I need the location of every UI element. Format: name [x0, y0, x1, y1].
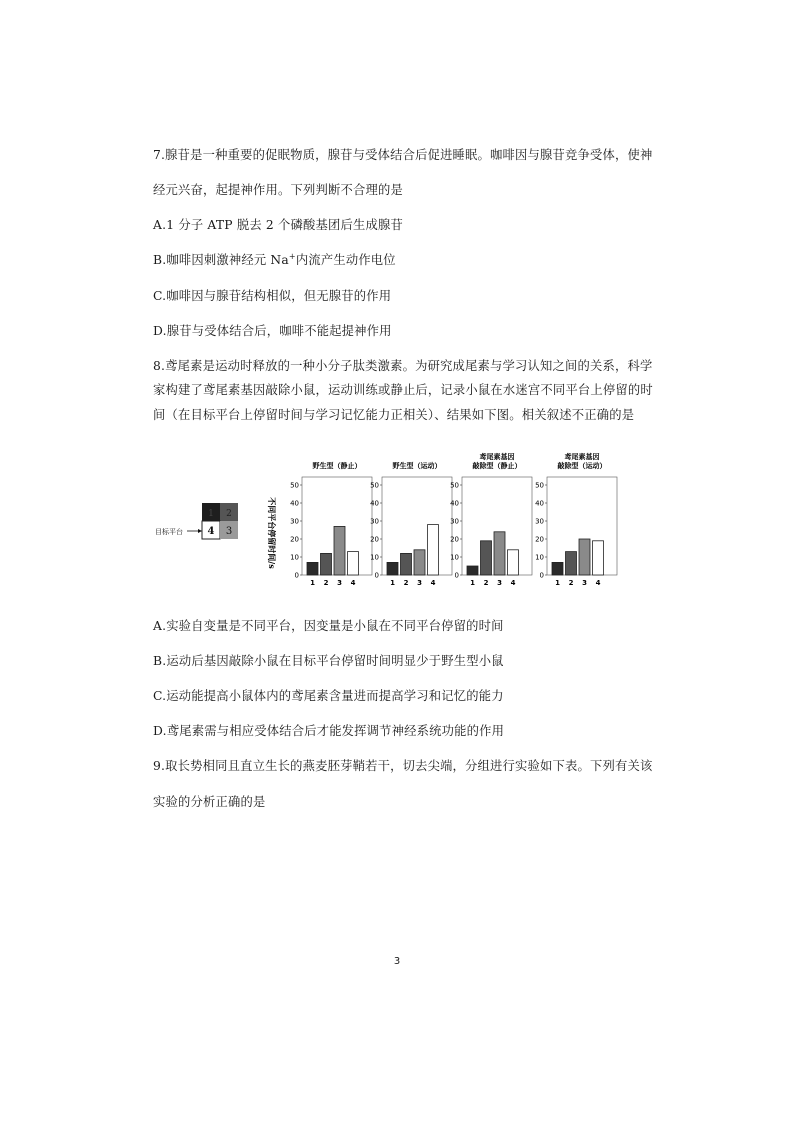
q7-option-d: D.腺苷与受体结合后，咖啡不能起提神作用 [153, 324, 392, 338]
y-tick-label: 40 [290, 499, 299, 508]
x-tick-label: 1 [470, 579, 475, 587]
y-tick-label: 30 [290, 517, 299, 526]
bar-2-1 [387, 562, 398, 575]
bar-1-1 [307, 562, 318, 575]
chart-title-2-1: 野生型（运动） [392, 461, 442, 470]
q7-option-b-post: 内流产生动作电位 [295, 253, 396, 267]
water-maze-diagram [155, 503, 238, 539]
q8-option-d: D.鸢尾素需与相应受体结合后才能发挥调节神经系统功能的作用 [153, 724, 505, 738]
y-tick-label: 20 [290, 535, 299, 544]
y-tick-label: 50 [450, 481, 459, 490]
maze-label-2: 2 [226, 509, 232, 519]
chart-title-4-2: 敲除型（运动） [557, 461, 607, 470]
y-tick-label: 0 [454, 571, 459, 580]
x-tick-label: 4 [595, 579, 601, 587]
y-tick-label: 10 [370, 553, 379, 562]
y-tick-label: 10 [450, 553, 459, 562]
q8-stem-line-3: 间（在目标平台上停留时间与学习记忆能力正相关）、结果如下图。相关叙述不正确的是 [153, 408, 635, 422]
bar-3-1 [467, 566, 478, 575]
x-tick-label: 3 [497, 579, 502, 587]
y-tick-label: 50 [370, 481, 379, 490]
x-tick-label: 2 [403, 579, 409, 587]
y-tick-label: 30 [535, 517, 544, 526]
x-tick-label: 3 [417, 579, 422, 587]
bar-1-2 [321, 553, 332, 575]
maze-target-label: 目标平台 [155, 528, 183, 536]
x-tick-label: 2 [323, 579, 329, 587]
bar-2-2 [401, 553, 412, 575]
figure-svg [150, 445, 650, 595]
chart-panel-3 [450, 452, 532, 587]
page-number: 3 [393, 956, 401, 967]
y-tick-label: 20 [370, 535, 379, 544]
maze-arrow-head [198, 529, 202, 533]
bar-4-4 [593, 541, 604, 575]
x-tick-label: 2 [568, 579, 574, 587]
x-tick-label: 3 [337, 579, 342, 587]
y-tick-label: 30 [370, 517, 379, 526]
q8-option-c: C.运动能提高小鼠体内的鸢尾素含量进而提高学习和记忆的能力 [153, 689, 504, 703]
chart-panel-1 [290, 461, 372, 587]
x-tick-label: 1 [310, 579, 315, 587]
q8-stem-line-2: 家构建了鸢尾素基因敲除小鼠，运动训练或静止后，记录小鼠在水迷宫不同平台上停留的时 [153, 383, 653, 397]
y-tick-label: 40 [370, 499, 379, 508]
y-tick-label: 0 [539, 571, 544, 580]
q8-option-b: B.运动后基因敲除小鼠在目标平台停留时间明显少于野生型小鼠 [153, 654, 504, 668]
x-tick-label: 3 [582, 579, 587, 587]
y-tick-label: 0 [374, 571, 379, 580]
q7-option-b-sup: + [288, 251, 296, 261]
y-tick-label: 30 [450, 517, 459, 526]
x-tick-label: 4 [510, 579, 516, 587]
x-tick-label: 4 [350, 579, 356, 587]
y-tick-label: 40 [535, 499, 544, 508]
y-tick-label: 50 [290, 481, 299, 490]
q7-option-b [153, 250, 396, 268]
maze-label-1: 1 [208, 509, 214, 519]
chart-title-3-1: 鸢尾素基因 [479, 452, 515, 461]
x-tick-label: 4 [430, 579, 436, 587]
x-tick-label: 1 [390, 579, 395, 587]
q8-stem-line-1: 8.鸢尾素是运动时释放的一种小分子肽类激素。为研究成尾素与学习认知之间的关系，科学 [153, 359, 653, 373]
y-axis-label: 不同平台停留时间/s [267, 497, 277, 569]
bar-1-4 [348, 552, 359, 575]
bar-chart-panels [290, 452, 617, 587]
chart-title-4-1: 鸢尾素基因 [564, 452, 600, 461]
bar-3-3 [494, 532, 505, 575]
y-tick-label: 10 [535, 553, 544, 562]
bar-2-4 [428, 525, 439, 575]
chart-title-1-1: 野生型（静止） [312, 461, 362, 470]
q8-option-a: A.实验自变量是不同平台，因变量是小鼠在不同平台停留的时间 [153, 619, 504, 633]
bar-3-2 [481, 541, 492, 575]
x-tick-label: 1 [555, 579, 560, 587]
y-tick-label: 20 [535, 535, 544, 544]
bar-4-2 [566, 552, 577, 575]
chart-title-3-2: 敲除型（静止） [472, 461, 522, 470]
bar-4-3 [579, 539, 590, 575]
chart-panel-4 [535, 452, 617, 587]
q7-option-b-pre: B.咖啡因刺激神经元 Na [153, 253, 289, 267]
y-tick-label: 50 [535, 481, 544, 490]
q7-stem-line-2: 经元兴奋，起提神作用。下列判断不合理的是 [153, 183, 403, 197]
q9-stem-line-2: 实验的分析正确的是 [153, 795, 266, 809]
y-tick-label: 0 [294, 571, 299, 580]
bar-3-4 [508, 550, 519, 575]
bar-4-1 [552, 562, 563, 575]
y-tick-label: 20 [450, 535, 459, 544]
bar-1-3 [334, 526, 345, 575]
maze-label-3: 3 [225, 526, 233, 537]
x-tick-label: 2 [483, 579, 489, 587]
q7-option-a: A.1 分子 ATP 脱去 2 个磷酸基团后生成腺苷 [153, 218, 404, 232]
y-tick-label: 40 [450, 499, 459, 508]
maze-label-4: 4 [207, 526, 215, 537]
figure-area [150, 445, 650, 595]
q9-stem-line-1: 9.取长势相同且直立生长的燕麦胚芽鞘若干，切去尖端，分组进行实验如下表。下列有关该 [153, 759, 653, 773]
q7-stem-line-1: 7.腺苷是一种重要的促眠物质，腺苷与受体结合后促进睡眠。咖啡因与腺苷竞争受体，使神 [153, 148, 653, 162]
y-tick-label: 10 [290, 553, 299, 562]
q7-option-c: C.咖啡因与腺苷结构相似，但无腺苷的作用 [153, 289, 392, 303]
chart-panel-2 [370, 461, 452, 587]
bar-2-3 [414, 550, 425, 575]
